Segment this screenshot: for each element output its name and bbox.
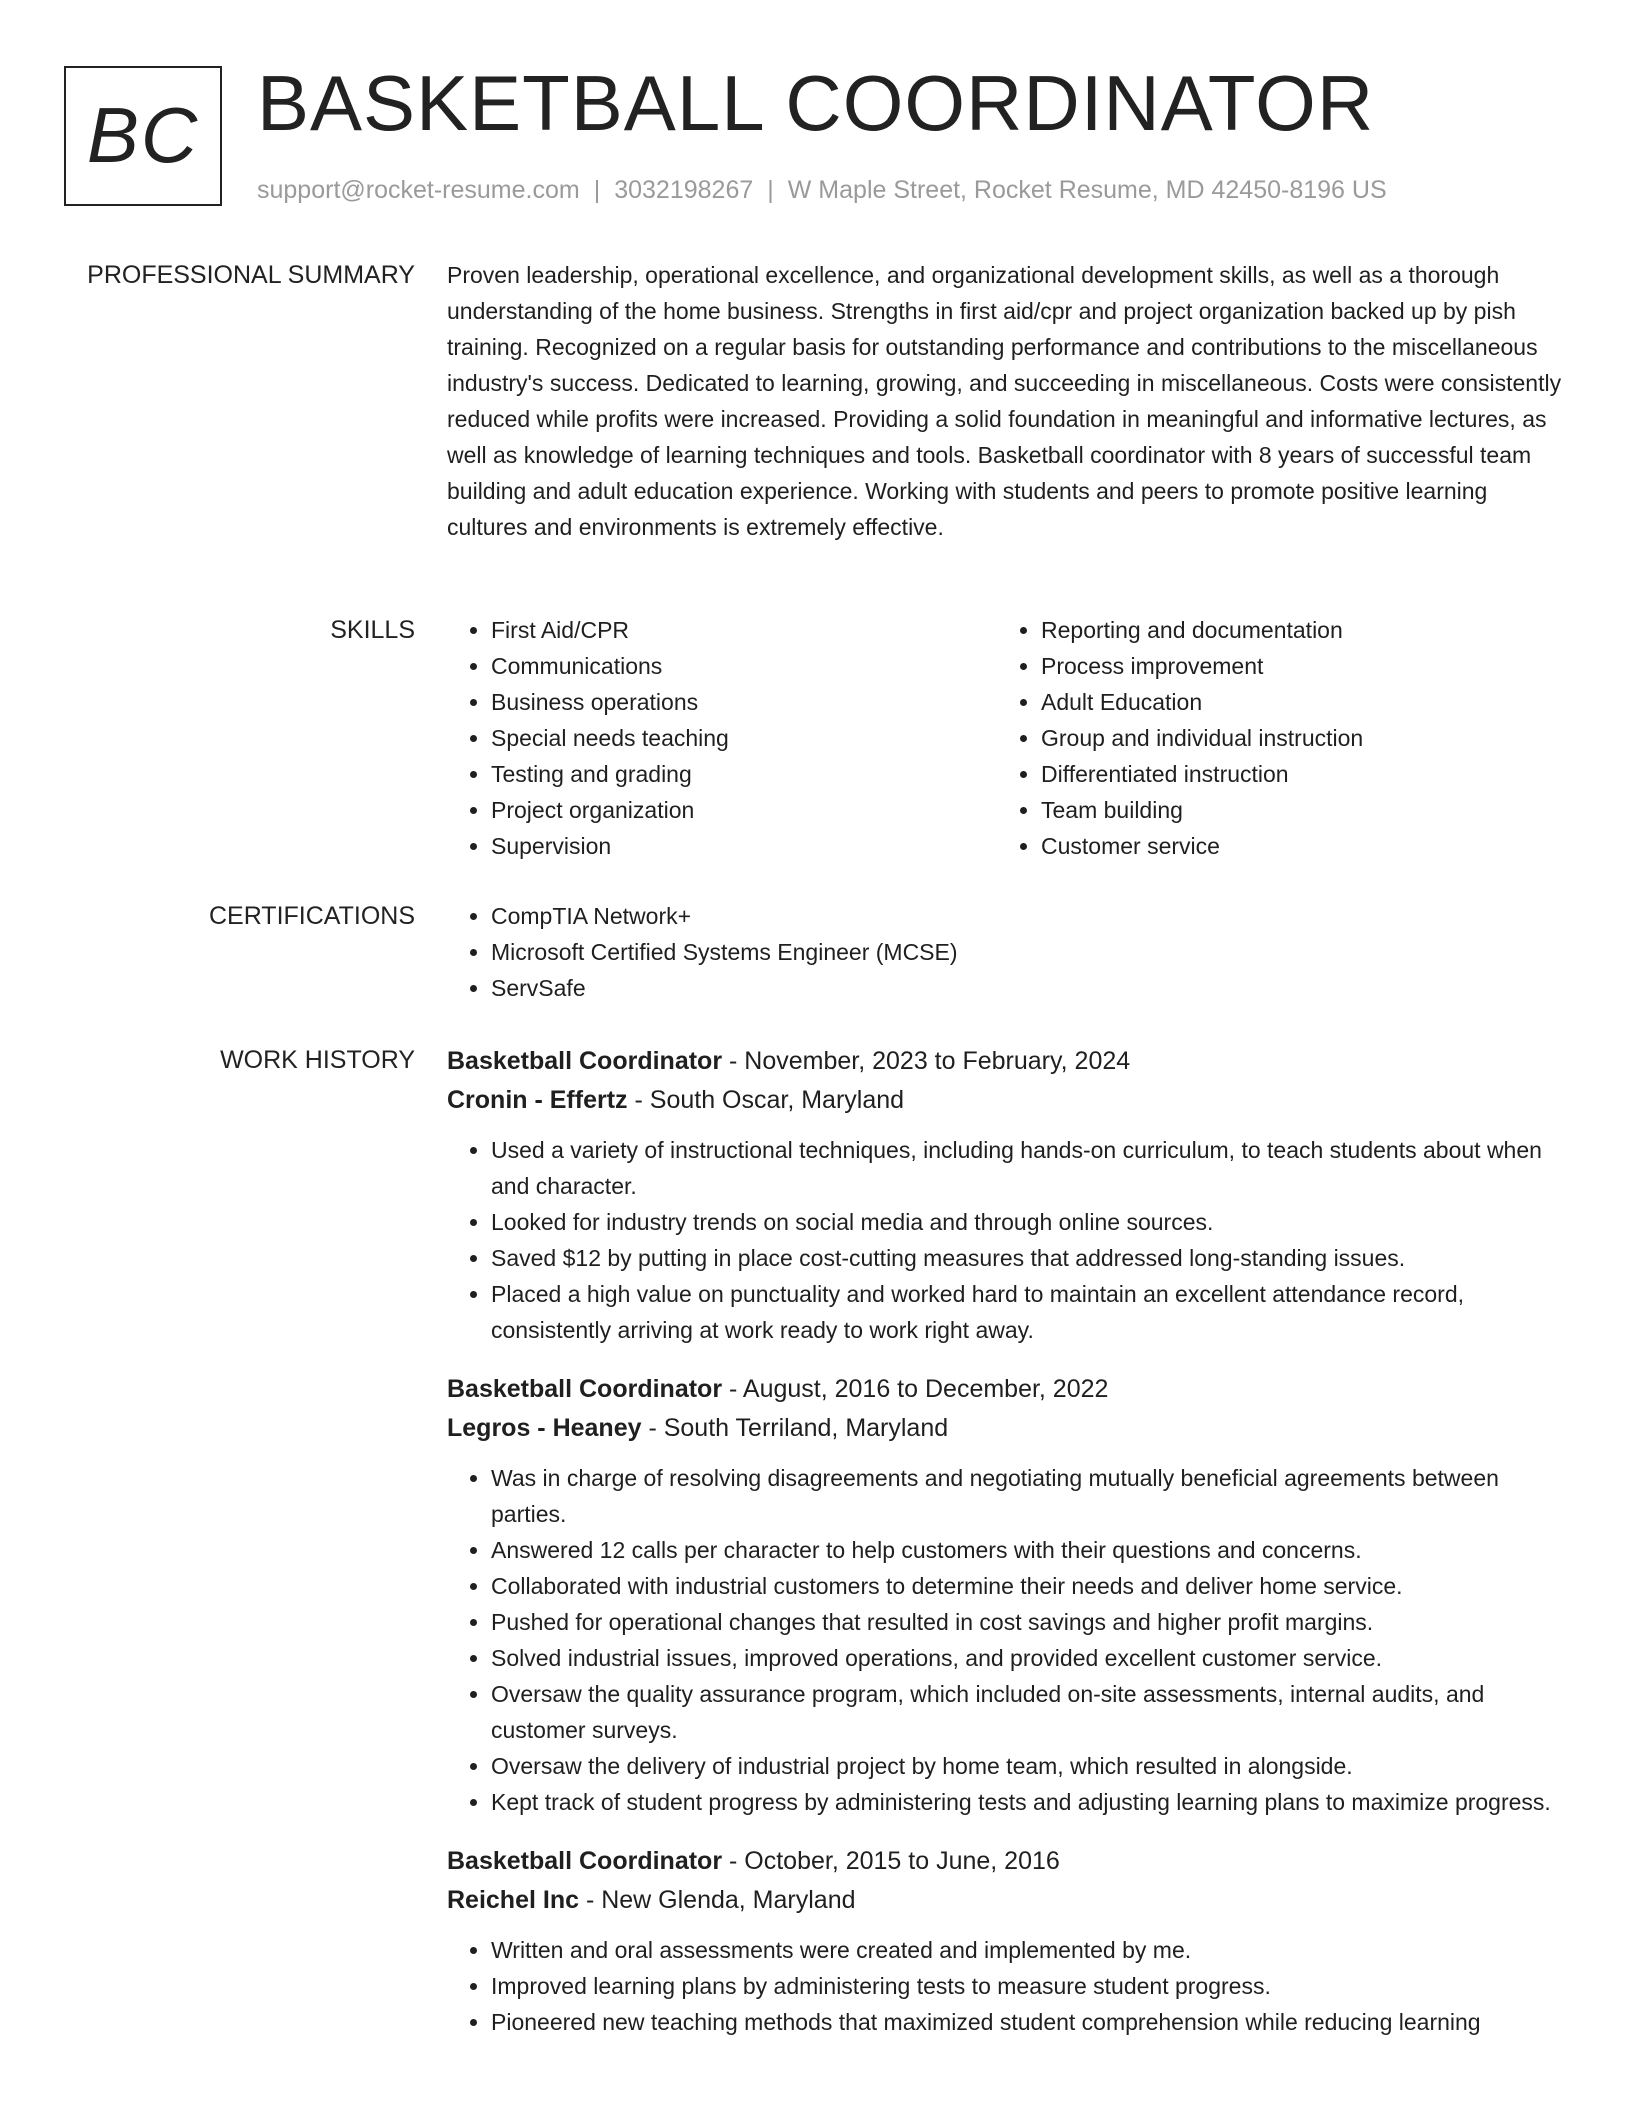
certifications-body	[447, 898, 1567, 1006]
job-company: Reichel Inc	[447, 1886, 579, 1914]
summary-text: Proven leadership, operational excellence, and organizational development skills, as well as a thorough understanding of the home business. Strengths in first aid/cpr and project organization backed up by pish training. Recognized on a regular basis for outstanding performance and contributions to the miscellaneous industry's success. Dedicated to learning, growing, and succeeding in miscellaneous. Costs were consistently reduced while profits were increased. Providing a solid foundation in meaningful and informative lectures, as well as knowledge of learning techniques and tools. Basketball coordinator with 8 years of successful team building and adult education experience. Working with students and peers to promote positive learning cultures and environments is extremely effective.	[447, 262, 1562, 540]
skills-column-right	[997, 612, 1547, 864]
job-bullet: • Written and oral assessments were created and implemented by me.	[491, 1932, 1567, 1968]
summary-label: PROFESSIONAL SUMMARY	[87, 261, 415, 289]
skill-item: • Adult Education	[1041, 684, 1547, 720]
job-company-line	[447, 1081, 1567, 1120]
job-dates: - August, 2016 to December, 2022	[722, 1375, 1109, 1403]
certification-item: • Microsoft Certified Systems Engineer (MCSE)	[491, 934, 1567, 970]
job-bullet: • Saved $12 by putting in place cost-cutting measures that addressed long-standing issues.	[491, 1240, 1567, 1276]
job-company-line	[447, 1409, 1567, 1448]
skill-item: • Testing and grading	[491, 756, 997, 792]
job-company: Cronin - Effertz	[447, 1086, 628, 1114]
skill-item: • Team building	[1041, 792, 1547, 828]
job-title-line	[447, 1370, 1567, 1409]
skills-label: SKILLS	[330, 616, 415, 644]
monogram-initials: BC	[86, 90, 200, 179]
job-bullet: • Oversaw the quality assurance program, which included on-site assessments, internal audits, and customer surveys.	[491, 1676, 1567, 1748]
job-bullet: • Kept track of student progress by administering tests and adjusting learning plans to maximize progress.	[491, 1784, 1567, 1820]
job-entry	[447, 1842, 1567, 2040]
job-company-line	[447, 1881, 1567, 1920]
contact-line	[257, 174, 1387, 206]
certifications-label: CERTIFICATIONS	[208, 902, 415, 930]
skill-item: • Customer service	[1041, 828, 1547, 864]
job-title: Basketball Coordinator	[447, 1375, 723, 1403]
job-title-line	[447, 1042, 1567, 1081]
skill-item: • Process improvement	[1041, 648, 1547, 684]
job-title: Basketball Coordinator	[447, 1847, 723, 1875]
job-location: - South Terriland, Maryland	[641, 1414, 949, 1442]
skill-item: • Business operations	[491, 684, 997, 720]
job-bullet: • Answered 12 calls per character to help customers with their questions and concerns.	[491, 1532, 1567, 1568]
job-bullet: • Solved industrial issues, improved operations, and provided excellent customer service.	[491, 1640, 1567, 1676]
job-bullet: • Oversaw the delivery of industrial project by home team, which resulted in alongside.	[491, 1748, 1567, 1784]
job-dates: - November, 2023 to February, 2024	[722, 1047, 1131, 1075]
job-bullet: • Used a variety of instructional techniques, including hands-on curriculum, to teach students about when and character.	[491, 1132, 1567, 1204]
job-bullet: • Was in charge of resolving disagreements and negotiating mutually beneficial agreements between parties.	[491, 1460, 1567, 1532]
certification-item: • ServSafe	[491, 970, 1567, 1006]
skills-grid	[447, 612, 1567, 864]
contact-separator: |	[767, 176, 774, 204]
job-bullet: • Looked for industry trends on social media and through online sources.	[491, 1204, 1567, 1240]
job-entry	[447, 1370, 1567, 1820]
skill-item: • Project organization	[491, 792, 997, 828]
job-title-line	[447, 1842, 1567, 1881]
resume-title: BASKETBALL COORDINATOR	[257, 59, 1375, 147]
skills-column-left	[447, 612, 997, 864]
skill-item: • Communications	[491, 648, 997, 684]
job-bullet: • Collaborated with industrial customers to determine their needs and deliver home service.	[491, 1568, 1567, 1604]
job-bullet: • Placed a high value on punctuality and worked hard to maintain an excellent attendance record, consistently arriving at work ready to work right away.	[491, 1276, 1567, 1348]
monogram-box	[64, 66, 222, 206]
contact-separator: |	[593, 176, 601, 204]
skill-item: • Supervision	[491, 828, 997, 864]
job-entry	[447, 1042, 1567, 1348]
certification-item: • CompTIA Network+	[491, 898, 1567, 934]
work-history-body	[447, 1042, 1567, 2062]
job-dates: - October, 2015 to June, 2016	[722, 1847, 1060, 1875]
skill-item: • Group and individual instruction	[1041, 720, 1547, 756]
skill-item: • Reporting and documentation	[1041, 612, 1547, 648]
job-bullet: • Improved learning plans by administering tests to measure student progress.	[491, 1968, 1567, 2004]
skill-item: • Differentiated instruction	[1041, 756, 1547, 792]
job-bullet: • Pushed for operational changes that resulted in cost savings and higher profit margins.	[491, 1604, 1567, 1640]
skill-item: • Special needs teaching	[491, 720, 997, 756]
skill-item: • First Aid/CPR	[491, 612, 997, 648]
contact-email: support@rocket-resume.com	[257, 176, 580, 204]
work-history-label: WORK HISTORY	[220, 1046, 415, 1074]
contact-phone: 3032198267	[614, 176, 754, 204]
job-location: - New Glenda, Maryland	[579, 1886, 856, 1914]
job-title: Basketball Coordinator	[447, 1047, 723, 1075]
job-bullet: • Pioneered new teaching methods that maximized student comprehension while reducing learning	[491, 2004, 1567, 2040]
contact-address: W Maple Street, Rocket Resume, MD 42450-8196 US	[787, 176, 1387, 204]
job-location: - South Oscar, Maryland	[627, 1086, 905, 1114]
job-company: Legros - Heaney	[447, 1414, 642, 1442]
